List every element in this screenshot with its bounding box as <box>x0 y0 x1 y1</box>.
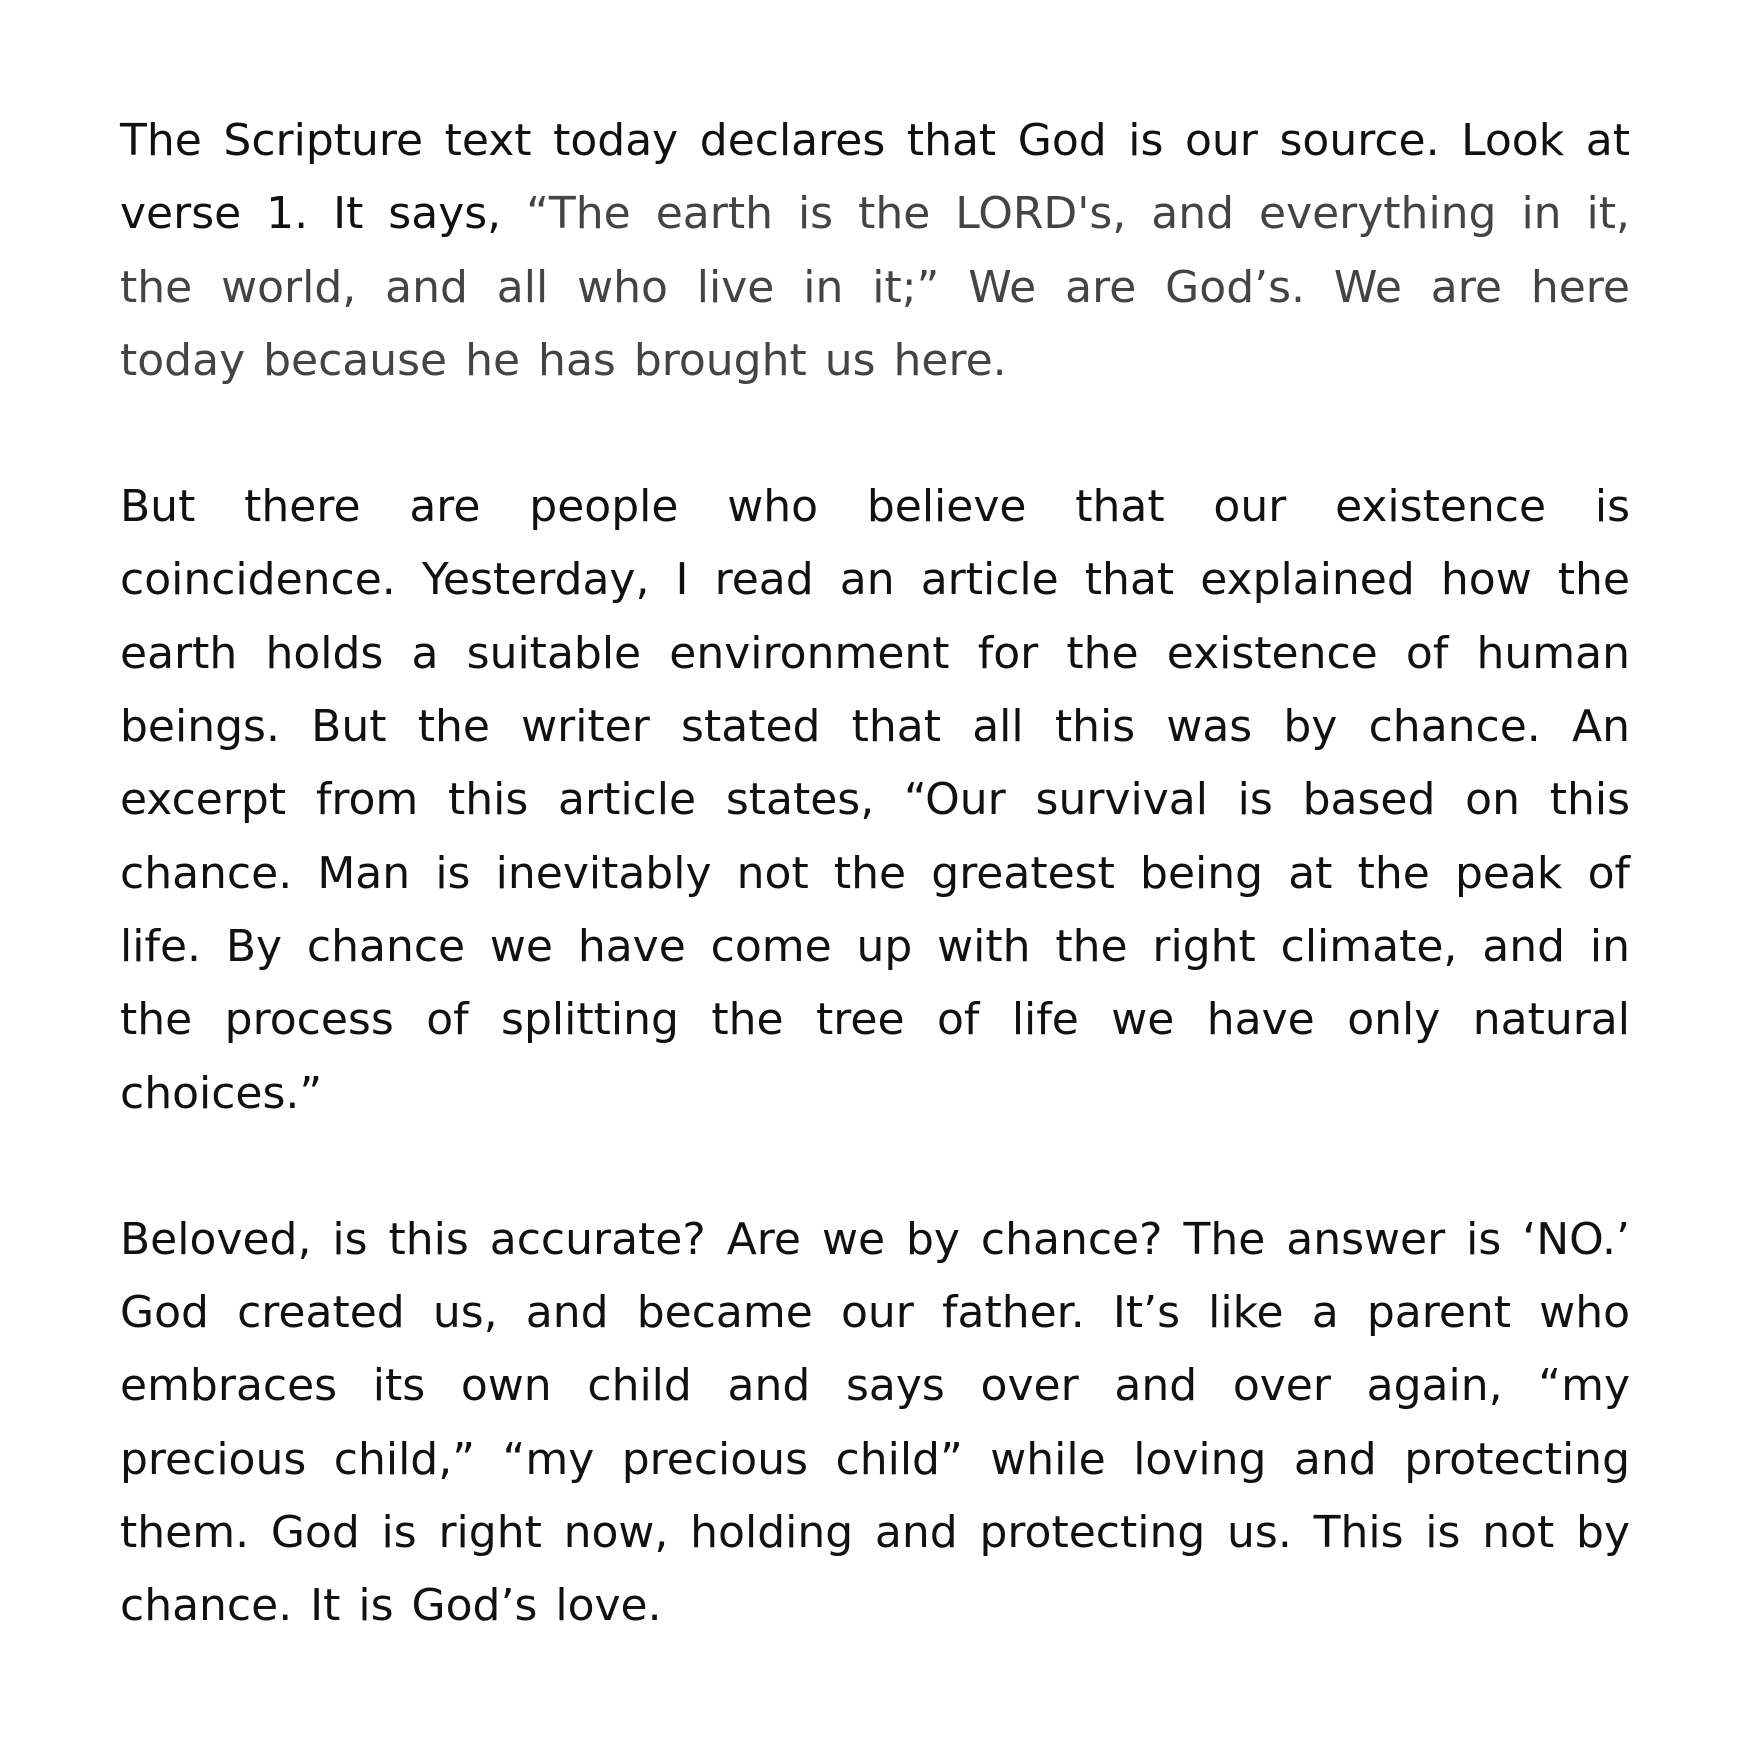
scripture-quote: “The earth is the LORD's, and everything in it, the world, and all who live in it;” We are God’s. We are here today because he has brought us here. <box>120 188 1630 386</box>
paragraph-coincidence: But there are people who believe that our existence is coincidence. Yesterday, I read an article that explained how the earth holds a suitable environment for the existence of human beings. But the writer stated that all this was by chance. An excerpt from this article states, “Our survival is based on this chance. Man is inevitably not the greatest being at the peak of life. By chance we have come up with the right climate, and in the process of splitting the tree of life we have only natural choices.” <box>120 481 1630 1119</box>
paragraph-scripture-lead: The Scripture text today declares that God is our source. Look at verse 1. It says, <box>120 115 1630 240</box>
paragraph-gods-love: Beloved, is this accurate? Are we by chance? The answer is ‘NO.’ God created us, and became our father. It’s like a parent who embraces its own child and says over and over again, “my precious child,” “my precious child” while loving and protecting them. God is right now, holding and protecting us. This is not by chance. It is God’s love. <box>120 1213 1630 1632</box>
paragraph-scripture <box>120 104 1630 397</box>
